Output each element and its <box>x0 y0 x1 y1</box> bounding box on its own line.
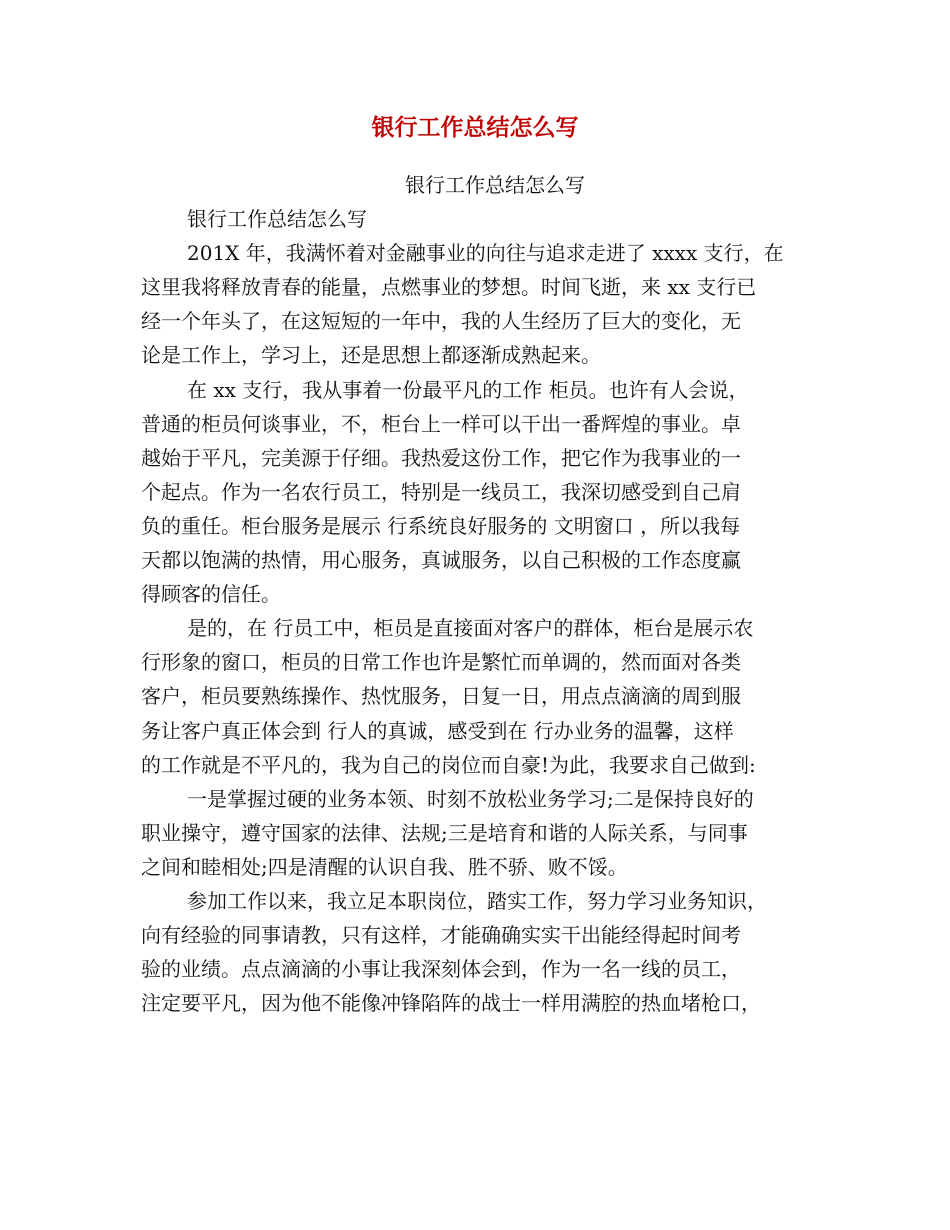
text-line: 银行工作总结怎么写 <box>187 207 367 232</box>
text-line: 行形象的窗口，柜员的日常工作也许是繁忙而单调的，然而面对各类 <box>141 650 741 675</box>
text-line: 向有经验的同事请教，只有这样，才能确确实实干出能经得起时间考 <box>141 923 741 948</box>
text-line: 越始于平凡，完美源于仔细。我热爱这份工作，把它作为我事业的一 <box>141 445 741 470</box>
text-line: 个起点。作为一名农行员工，特别是一线员工，我深切感受到自己肩 <box>141 479 741 504</box>
text-line: 天都以饱满的热情，用心服务，真诚服务，以自己积极的工作态度赢 <box>141 548 741 573</box>
document-subtitle: 银行工作总结怎么写 <box>405 173 585 197</box>
text-line: 务让客户真正体会到 行人的真诚，感受到在 行办业务的温馨，这样 <box>141 718 734 743</box>
text-line: 的工作就是不平凡的，我为自己的岗位而自豪!为此，我要求自己做到: <box>141 752 756 777</box>
text-line: 一是掌握过硬的业务本领、时刻不放松业务学习;二是保持良好的 <box>187 786 754 811</box>
text-line: 这里我将释放青春的能量，点燃事业的梦想。时间飞逝，来 xx 支行已 <box>141 275 757 300</box>
text-line: 负的重任。柜台服务是展示 行系统良好服务的 文明窗口 ，所以我每 <box>141 513 741 538</box>
text-line: 论是工作上，学习上，还是思想上都逐渐成熟起来。 <box>141 343 601 368</box>
text-line: 验的业绩。点点滴滴的小事让我深刻体会到，作为一名一线的员工， <box>141 957 741 982</box>
text-line: 得顾客的信任。 <box>141 582 281 607</box>
document-body <box>141 168 813 1020</box>
text-line: 参加工作以来，我立足本职岗位，踏实工作，努力学习业务知识， <box>187 888 767 913</box>
text-line: 在 xx 支行，我从事着一份最平凡的工作 柜员。也许有人会说， <box>187 377 749 402</box>
text-line: 经一个年头了，在这短短的一年中，我的人生经历了巨大的变化，无 <box>141 309 741 334</box>
text-line: 是的，在 行员工中，柜员是直接面对客户的群体，柜台是展示农 <box>187 616 754 641</box>
text-line: 普通的柜员何谈事业，不，柜台上一样可以干出一番辉煌的事业。卓 <box>141 411 741 436</box>
text-line: 之间和睦相处;四是清醒的认识自我、胜不骄、败不馁。 <box>141 854 628 879</box>
document-title: 银行工作总结怎么写 <box>371 114 579 141</box>
text-line: 职业操守，遵守国家的法律、法规;三是培育和谐的人际关系，与同事 <box>141 820 748 845</box>
text-line: 注定要平凡，因为他不能像冲锋陷阵的战士一样用满腔的热血堵枪口， <box>141 991 761 1016</box>
text-line: 客户，柜员要熟练操作、热忱服务，日复一日，用点点滴滴的周到服 <box>141 684 741 709</box>
text-line: 201X 年，我满怀着对金融事业的向往与追求走进了 xxxx 支行，在 <box>187 241 784 266</box>
